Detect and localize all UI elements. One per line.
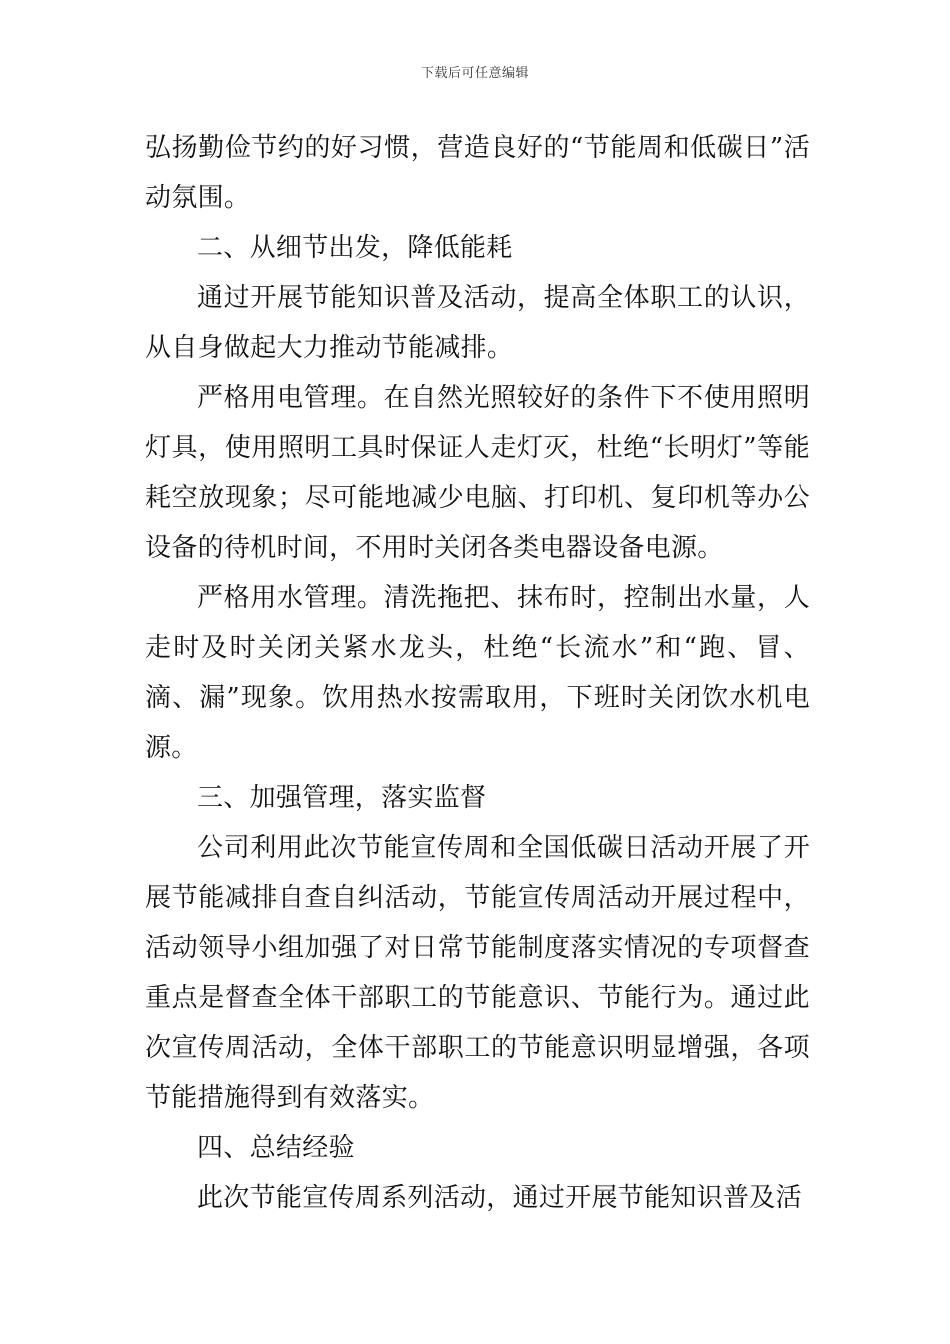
paragraph: 此次节能宣传周系列活动，通过开展节能知识普及活 (197, 1183, 802, 1213)
section-heading-3: 三、加强管理，落实监督 (197, 783, 487, 813)
paragraph: 严格用水管理。清洗拖把、抹布时，控制出水量，人走时及时关闭关紧水龙头，杜绝“长流水”和“跑、冒、滴、漏”现象。饮用热水按需取用，下班时关闭饮水机电源。 (145, 583, 810, 763)
paragraph-continuation: 弘扬勤俭节约的好习惯，营造良好的“节能周和低碳日”活动氛围。 (145, 133, 810, 213)
document-body (145, 123, 810, 1223)
page-header: 下载后可任意编辑 (420, 66, 529, 81)
section-heading-2: 二、从细节出发，降低能耗 (197, 233, 513, 263)
paragraph: 严格用电管理。在自然光照较好的条件下不使用照明灯具，使用照明工具时保证人走灯灭，杜绝“长明灯”等能耗空放现象；尽可能地减少电脑、打印机、复印机等办公设备的待机时间，不用时关闭各类电器设备电源。 (145, 383, 810, 563)
paragraph: 公司利用此次节能宣传周和全国低碳日活动开展了开展节能减排自查自纠活动，节能宣传周活动开展过程中，活动领导小组加强了对日常节能制度落实情况的专项督查重点是督查全体干部职工的节能意识、节能行为。通过此次宣传周活动，全体干部职工的节能意识明显增强，各项节能措施得到有效落实。 (145, 833, 810, 1113)
section-heading-4: 四、总结经验 (197, 1133, 355, 1163)
paragraph: 通过开展节能知识普及活动，提高全体职工的认识，从自身做起大力推动节能减排。 (145, 283, 810, 363)
